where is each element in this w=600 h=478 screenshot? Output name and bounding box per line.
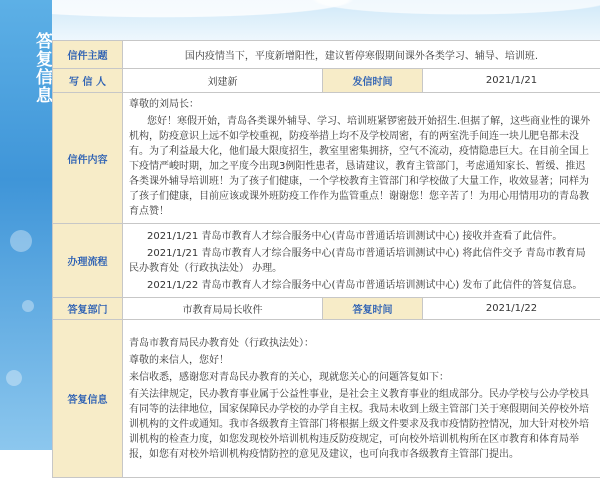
row-process <box>53 224 600 298</box>
subject-label: 信件主题 <box>53 41 123 69</box>
row-writer <box>53 69 600 93</box>
content-greeting: 尊敬的刘局长： <box>129 97 594 112</box>
decor-bubble <box>22 300 34 312</box>
writer-value: 刘建新 <box>123 69 323 93</box>
reply-time-value: 2021/1/22 <box>423 298 600 320</box>
row-content <box>53 93 600 224</box>
content-body: 您好！寒假开始，青岛各类课外辅导、学习、培训班紧锣密鼓开始招生.但据了解，这些商业性的课外机构，防疫意识上远不如学校重视，防疫举措上均不及学校周密，有的两室洗手间连一块儿肥皂都未没有。为了利益最大化，他们最大限度招生，教室里密集拥挤，空气不流动，疫情隐患巨大。在目前全国上下疫情严峻时期，加之平度今出现3例阳性患者，恳请建议，教育主管部门，考虑通知家长、暂缓、推迟各类课外辅导培训班！为了孩子们健康，一个学校教育主管部门和学校做了大量工作，收效显著；同样为了孩子们健康，目前应该或课外班防疫工作作为监管重点！谢谢您！您辛苦了！为用心用情用功的青岛教育点赞！ <box>129 114 594 219</box>
reply-intro: 来信收悉，感谢您对青岛民办教育的关心，现就您关心的问题答复如下： <box>129 370 594 385</box>
dept-label: 答复部门 <box>53 298 123 320</box>
subject-value: 国内疫情当下，平度新增阳性，建议暂停寒假期间课外各类学习、辅导、培训班. <box>123 41 600 69</box>
decor-bubble <box>10 230 32 252</box>
sidebar <box>0 0 52 450</box>
reply-time-label: 答复时间 <box>323 298 423 320</box>
sidebar-title: 答复信息 <box>0 8 52 128</box>
decor-bubble <box>6 370 22 386</box>
header-wave <box>52 0 600 40</box>
reply-label: 答复信息 <box>53 320 123 478</box>
process-step: 2021/1/21 青岛市教育人才综合服务中心(青岛市普通话培训测试中心) 接收并查看了此信件。 <box>129 229 594 244</box>
letter-info-table <box>52 40 600 478</box>
dept-value: 市教育局局长收件 <box>123 298 323 320</box>
row-reply <box>53 320 600 478</box>
content-label: 信件内容 <box>53 93 123 224</box>
row-subject <box>53 41 600 69</box>
sent-time-label: 发信时间 <box>323 69 423 93</box>
reply-dept: 青岛市教育局民办教育处（行政执法处）： <box>129 336 594 351</box>
reply-greeting: 尊敬的来信人，您好！ <box>129 353 594 368</box>
process-label: 办理流程 <box>53 224 123 298</box>
content-value <box>123 93 600 224</box>
reply-body: 有关法律规定，民办教育事业属于公益性事业，是社会主义教育事业的组成部分。民办学校与公办学校具有同等的法律地位，国家保障民办学校的办学自主权。我局未收到上级主管部门关于寒假期间关停校外培训机构的文件或通知。我市各级教育主管部门将根据上级文件要求及我市疫情防控情况，加大针对校外培训机构的检查力度，如您发现校外培训机构违反防疫规定，可向校外培训机构所在区市教育和体育局举报，如您有对校外培训机构疫情防控的意见及建议，也可向我市各级教育主管部门提出。 <box>129 387 594 462</box>
process-step: 2021/1/22 青岛市教育人才综合服务中心(青岛市普通话培训测试中心) 发布了此信件的答复信息。 <box>129 278 594 293</box>
process-step: 2021/1/21 青岛市教育人才综合服务中心(青岛市普通话培训测试中心) 将此信件交予 青岛市教育局民办教育处（行政执法处） 办理。 <box>129 246 594 276</box>
process-value <box>123 224 600 298</box>
writer-label: 写 信 人 <box>53 69 123 93</box>
reply-value <box>123 320 600 478</box>
sent-time-value: 2021/1/21 <box>423 69 600 93</box>
row-dept <box>53 298 600 320</box>
